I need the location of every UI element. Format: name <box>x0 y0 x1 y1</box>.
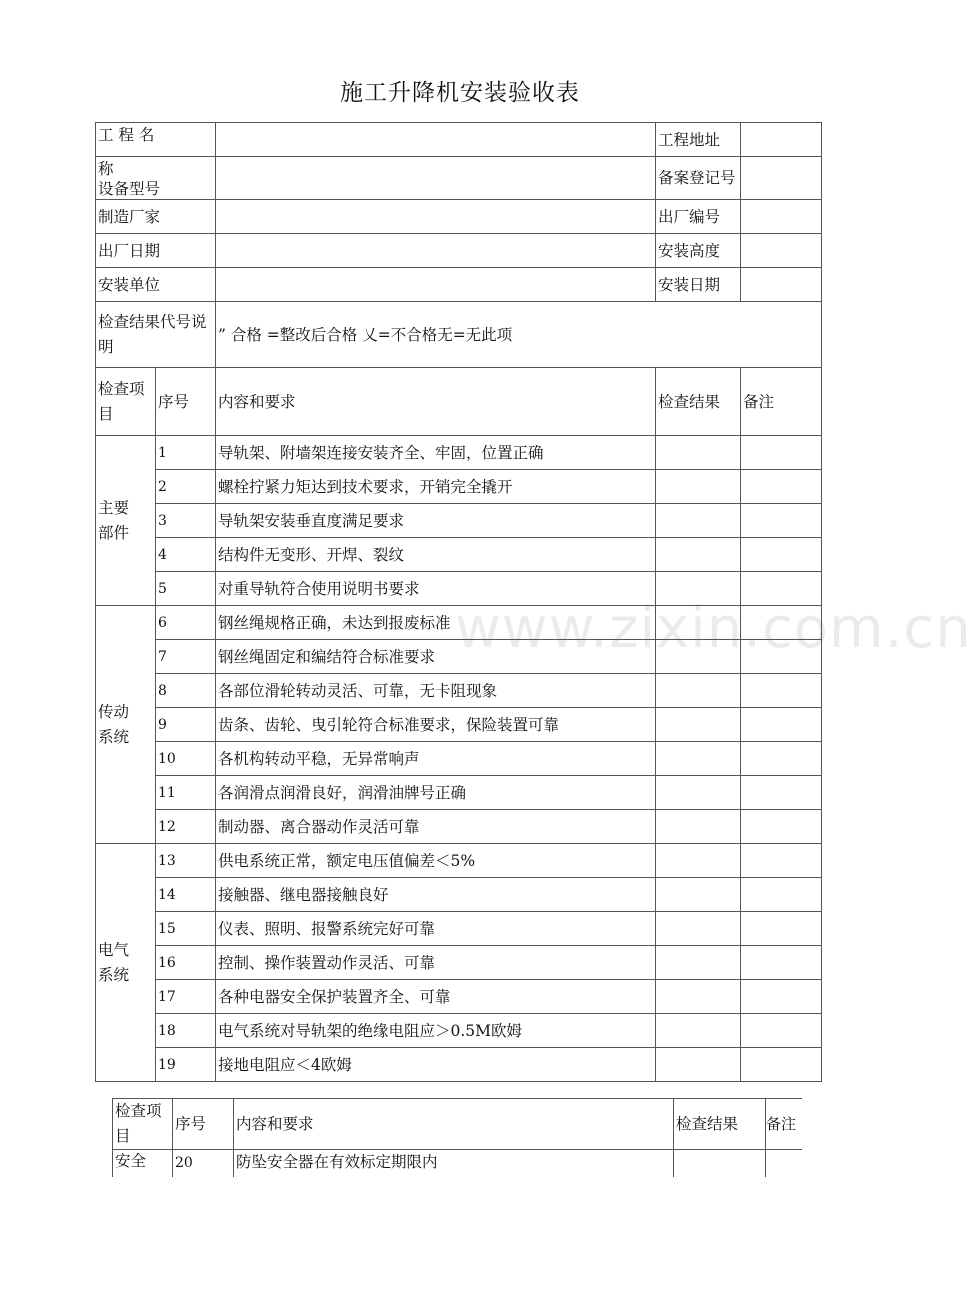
t2-header-note: 备注 <box>766 1099 802 1150</box>
table-row <box>96 742 822 776</box>
factory-no-label: 出厂编号 <box>656 200 741 234</box>
device-model-label <box>96 157 216 200</box>
manufacturer-label: 制造厂家 <box>96 200 216 234</box>
table-row <box>96 470 822 504</box>
row-content: 钢丝绳规格正确，未达到报废标准 <box>216 606 656 640</box>
row-seq: 17 <box>156 980 216 1014</box>
row-seq: 13 <box>156 844 216 878</box>
header-seq: 序号 <box>156 368 216 436</box>
t2-row-result[interactable] <box>674 1150 766 1177</box>
row-seq: 1 <box>156 436 216 470</box>
row-result[interactable] <box>656 640 741 674</box>
table-row <box>96 912 822 946</box>
table-row <box>96 1014 822 1048</box>
row-content: 各润滑点润滑良好，润滑油牌号正确 <box>216 776 656 810</box>
row-seq: 10 <box>156 742 216 776</box>
row-note[interactable] <box>741 912 822 946</box>
row-result[interactable] <box>656 980 741 1014</box>
group-name: 传动系统 <box>96 606 156 844</box>
row-note[interactable] <box>741 640 822 674</box>
table-row <box>96 980 822 1014</box>
row-result[interactable] <box>656 878 741 912</box>
t2-header-item: 检查项目 <box>113 1099 173 1150</box>
row-content: 结构件无变形、开焊、裂纹 <box>216 538 656 572</box>
code-label: 检查结果代号说明 <box>96 302 216 368</box>
row-result[interactable] <box>656 470 741 504</box>
row-note[interactable] <box>741 1048 822 1082</box>
install-height-value[interactable] <box>741 234 822 268</box>
row-result[interactable] <box>656 844 741 878</box>
row-seq: 7 <box>156 640 216 674</box>
row-note[interactable] <box>741 980 822 1014</box>
row-seq: 19 <box>156 1048 216 1082</box>
table-row <box>96 674 822 708</box>
row-result[interactable] <box>656 946 741 980</box>
group-name: 主要部件 <box>96 436 156 606</box>
factory-date-value[interactable] <box>216 234 656 268</box>
row-note[interactable] <box>741 606 822 640</box>
row-result[interactable] <box>656 436 741 470</box>
install-height-label: 安装高度 <box>656 234 741 268</box>
group-name: 电气系统 <box>96 844 156 1082</box>
page-title: 施工升降机安装验收表 <box>340 80 580 106</box>
row-note[interactable] <box>741 844 822 878</box>
row-result[interactable] <box>656 912 741 946</box>
row-result[interactable] <box>656 1048 741 1082</box>
acceptance-table <box>95 122 822 1082</box>
table-row <box>96 606 822 640</box>
t2-row-note[interactable] <box>766 1150 802 1177</box>
row-content: 仪表、照明、报警系统完好可靠 <box>216 912 656 946</box>
t2-header-result: 检查结果 <box>674 1099 766 1150</box>
header-content: 内容和要求 <box>216 368 656 436</box>
t2-row-content: 防坠安全器在有效标定期限内 <box>234 1150 674 1177</box>
row-note[interactable] <box>741 674 822 708</box>
row-seq: 15 <box>156 912 216 946</box>
row-note[interactable] <box>741 776 822 810</box>
row-content: 齿条、齿轮、曳引轮符合标准要求，保险装置可靠 <box>216 708 656 742</box>
row-content: 导轨架、附墙架连接安装齐全、牢固，位置正确 <box>216 436 656 470</box>
project-name-value[interactable] <box>216 123 656 157</box>
row-seq: 18 <box>156 1014 216 1048</box>
row-seq: 3 <box>156 504 216 538</box>
header-result: 检查结果 <box>656 368 741 436</box>
row-result[interactable] <box>656 606 741 640</box>
row-seq: 11 <box>156 776 216 810</box>
row-content: 钢丝绳固定和编结符合标准要求 <box>216 640 656 674</box>
table-row <box>96 776 822 810</box>
t2-group-name: 安全 <box>113 1150 173 1177</box>
record-no-label: 备案登记号 <box>656 157 741 200</box>
table-row <box>96 844 822 878</box>
row-seq: 6 <box>156 606 216 640</box>
t2-header-seq: 序号 <box>173 1099 234 1150</box>
acceptance-table-continued <box>112 1098 802 1177</box>
project-name-label: 工 程 名 <box>96 123 216 157</box>
row-content: 制动器、离合器动作灵活可靠 <box>216 810 656 844</box>
row-note[interactable] <box>741 708 822 742</box>
row-content: 电气系统对导轨架的绝缘电阻应＞0.5M欧姆 <box>216 1014 656 1048</box>
factory-date-label: 出厂日期 <box>96 234 216 268</box>
install-unit-label: 安装单位 <box>96 268 216 302</box>
table-row <box>96 1048 822 1082</box>
factory-no-value[interactable] <box>741 200 822 234</box>
row-seq: 9 <box>156 708 216 742</box>
header-item: 检查项目 <box>96 368 156 436</box>
row-result[interactable] <box>656 572 741 606</box>
row-seq: 12 <box>156 810 216 844</box>
t2-row-seq: 20 <box>173 1150 234 1177</box>
row-content: 各机构转动平稳，无异常响声 <box>216 742 656 776</box>
record-no-value[interactable] <box>741 157 822 200</box>
row-content: 导轨架安装垂直度满足要求 <box>216 504 656 538</box>
row-result[interactable] <box>656 742 741 776</box>
row-content: 接地电阻应＜4欧姆 <box>216 1048 656 1082</box>
row-result[interactable] <box>656 1014 741 1048</box>
row-note[interactable] <box>741 742 822 776</box>
row-content: 各部位滑轮转动灵活、可靠，无卡阻现象 <box>216 674 656 708</box>
install-date-label: 安装日期 <box>656 268 741 302</box>
row-note[interactable] <box>741 436 822 470</box>
row-seq: 16 <box>156 946 216 980</box>
table-row <box>96 436 822 470</box>
row-result[interactable] <box>656 708 741 742</box>
row-note[interactable] <box>741 810 822 844</box>
table-row <box>96 640 822 674</box>
row-result[interactable] <box>656 504 741 538</box>
device-model-value[interactable] <box>216 157 656 200</box>
row-result[interactable] <box>656 776 741 810</box>
row-content: 各种电器安全保护装置齐全、可靠 <box>216 980 656 1014</box>
device-model-text: 设备型号 <box>98 180 161 198</box>
table-row <box>96 878 822 912</box>
manufacturer-value[interactable] <box>216 200 656 234</box>
row-content: 控制、操作装置动作灵活、可靠 <box>216 946 656 980</box>
row-note[interactable] <box>741 878 822 912</box>
row-content: 对重导轨符合使用说明书要求 <box>216 572 656 606</box>
table-row <box>96 810 822 844</box>
table-row <box>96 946 822 980</box>
row-note[interactable] <box>741 1014 822 1048</box>
row-note[interactable] <box>741 946 822 980</box>
row-content: 供电系统正常，额定电压值偏差＜5% <box>216 844 656 878</box>
row-seq: 4 <box>156 538 216 572</box>
install-date-value[interactable] <box>741 268 822 302</box>
table-row <box>96 572 822 606</box>
row-seq: 8 <box>156 674 216 708</box>
install-unit-value[interactable] <box>216 268 656 302</box>
t2-header-content: 内容和要求 <box>234 1099 674 1150</box>
watermark: www.zixin.com.cn <box>455 596 972 661</box>
check-items <box>96 436 822 1082</box>
row-seq: 14 <box>156 878 216 912</box>
project-address-label: 工程地址 <box>656 123 741 157</box>
row-note[interactable] <box>741 572 822 606</box>
code-text: ” 合格 =整改后合格 乂=不合格无=无此项 <box>216 302 822 368</box>
table-row <box>96 504 822 538</box>
header-note: 备注 <box>741 368 822 436</box>
table-row <box>96 538 822 572</box>
project-name-label-cont: 称 <box>98 160 114 178</box>
row-seq: 5 <box>156 572 216 606</box>
row-note[interactable] <box>741 470 822 504</box>
project-address-value[interactable] <box>741 123 822 157</box>
row-result[interactable] <box>656 538 741 572</box>
row-note[interactable] <box>741 504 822 538</box>
row-note[interactable] <box>741 538 822 572</box>
row-content: 螺栓拧紧力矩达到技术要求，开销完全撬开 <box>216 470 656 504</box>
row-result[interactable] <box>656 810 741 844</box>
table-row <box>96 708 822 742</box>
row-content: 接触器、继电器接触良好 <box>216 878 656 912</box>
row-seq: 2 <box>156 470 216 504</box>
row-result[interactable] <box>656 674 741 708</box>
